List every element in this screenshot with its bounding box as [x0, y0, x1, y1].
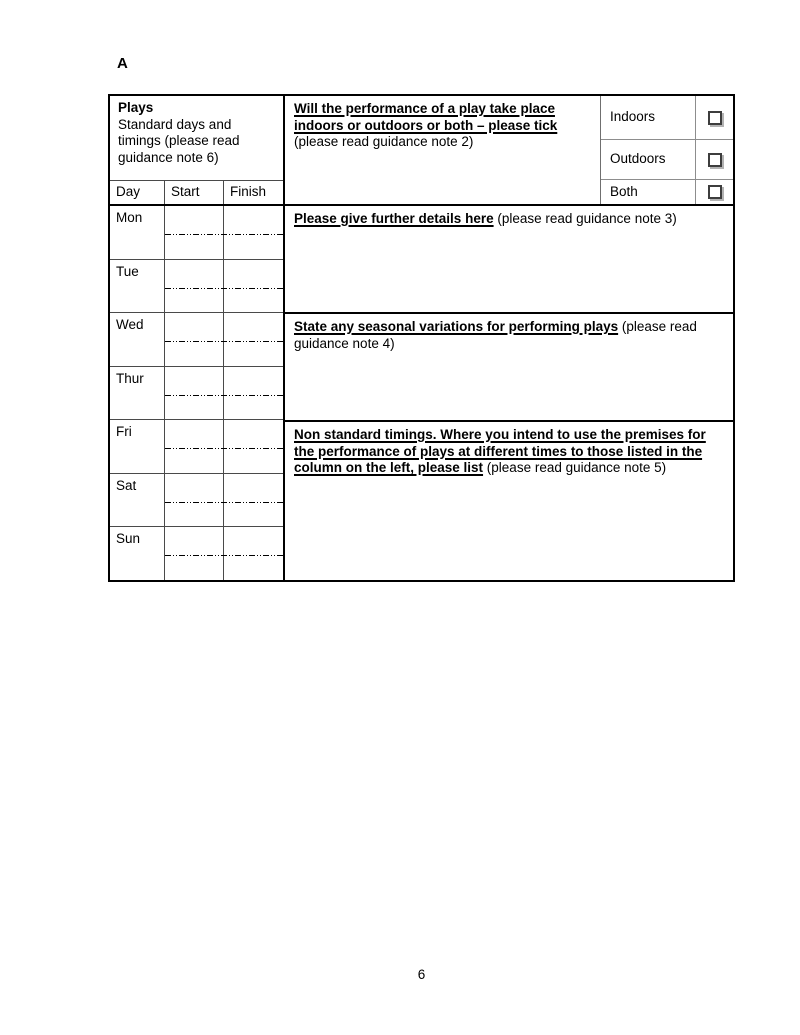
dotted-writing-line	[165, 502, 283, 503]
start-field-mon[interactable]	[165, 206, 224, 259]
finish-column-header: Finish	[230, 184, 267, 199]
outdoors-checkbox[interactable]	[708, 153, 722, 167]
day-label-fri: Fri	[110, 420, 165, 473]
seasonal-variations-heading-line	[294, 319, 724, 352]
day-row-mon	[110, 206, 283, 260]
further-details-heading-line	[294, 211, 724, 228]
day-label-sat: Sat	[110, 474, 165, 527]
outdoors-label: Outdoors	[601, 140, 696, 179]
day-row-sun	[110, 527, 283, 580]
indoors-label: Indoors	[601, 96, 696, 139]
further-details-section	[285, 206, 733, 314]
dotted-writing-line	[165, 288, 283, 289]
both-label: Both	[601, 180, 696, 204]
both-checkbox[interactable]	[708, 185, 722, 199]
day-row-thur	[110, 367, 283, 421]
indoors-checkbox-cell	[696, 96, 733, 139]
location-question-note: (please read guidance note 2)	[294, 134, 474, 149]
further-details-input[interactable]	[294, 228, 724, 308]
start-field-sat[interactable]	[165, 474, 224, 527]
plays-subtitle: Standard days and timings (please read guidance note 6)	[118, 116, 240, 165]
start-column-header: Start	[165, 181, 224, 204]
day-label-thur: Thur	[110, 367, 165, 420]
indoors-checkbox[interactable]	[708, 111, 722, 125]
dotted-writing-line	[165, 234, 283, 235]
day-row-wed	[110, 313, 283, 367]
dotted-writing-line	[165, 448, 283, 449]
details-panel	[285, 96, 733, 580]
day-row-sat	[110, 474, 283, 528]
start-field-tue[interactable]	[165, 260, 224, 313]
non-standard-timings-heading: Non standard timings. Where you intend to use the premises for the performance of plays at different times to those listed in the column on the left, please list	[294, 427, 706, 475]
plays-title: Plays	[118, 100, 154, 115]
standard-timings-panel	[110, 96, 285, 580]
finish-field-wed[interactable]	[224, 313, 283, 366]
non-standard-timings-input[interactable]	[294, 477, 724, 576]
plays-header-cell	[110, 96, 283, 181]
start-field-sun[interactable]	[165, 527, 224, 580]
seasonal-variations-note: (please read guidance note 4)	[294, 319, 697, 351]
seasonal-variations-section	[285, 314, 733, 422]
finish-field-thur[interactable]	[224, 367, 283, 420]
location-question-cell	[285, 96, 600, 204]
location-question-row	[285, 96, 733, 206]
day-table-header-row	[110, 181, 283, 206]
further-details-heading: Please give further details here	[294, 211, 494, 226]
start-field-fri[interactable]	[165, 420, 224, 473]
section-letter: A	[117, 55, 128, 72]
non-standard-timings-note: (please read guidance note 5)	[483, 460, 667, 475]
finish-field-fri[interactable]	[224, 420, 283, 473]
further-details-note: (please read guidance note 3)	[493, 211, 677, 226]
day-label-mon: Mon	[110, 206, 165, 259]
plays-form-table	[108, 94, 735, 582]
location-options	[600, 96, 733, 204]
day-label-wed: Wed	[110, 313, 165, 366]
page-number: 6	[417, 967, 426, 982]
finish-field-sun[interactable]	[224, 527, 283, 580]
non-standard-timings-section	[285, 422, 733, 580]
option-row-indoors	[601, 96, 733, 140]
day-label-tue: Tue	[110, 260, 165, 313]
seasonal-variations-heading: State any seasonal variations for performing plays	[294, 319, 619, 334]
location-question-heading: Will the performance of a play take place indoors or outdoors or both – please tick	[294, 101, 558, 133]
finish-field-sat[interactable]	[224, 474, 283, 527]
start-field-wed[interactable]	[165, 313, 224, 366]
dotted-writing-line	[165, 555, 283, 556]
finish-field-tue[interactable]	[224, 260, 283, 313]
start-field-thur[interactable]	[165, 367, 224, 420]
day-column-header: Day	[110, 181, 165, 204]
option-row-outdoors	[601, 140, 733, 180]
option-row-both	[601, 180, 733, 204]
dotted-writing-line	[165, 341, 283, 342]
dotted-writing-line	[165, 395, 283, 396]
seasonal-variations-input[interactable]	[294, 352, 724, 415]
day-label-sun: Sun	[110, 527, 165, 580]
both-checkbox-cell	[696, 180, 733, 204]
day-row-fri	[110, 420, 283, 474]
day-rows	[110, 206, 283, 580]
non-standard-timings-heading-line	[294, 427, 724, 477]
outdoors-checkbox-cell	[696, 140, 733, 179]
finish-field-mon[interactable]	[224, 206, 283, 259]
day-row-tue	[110, 260, 283, 314]
